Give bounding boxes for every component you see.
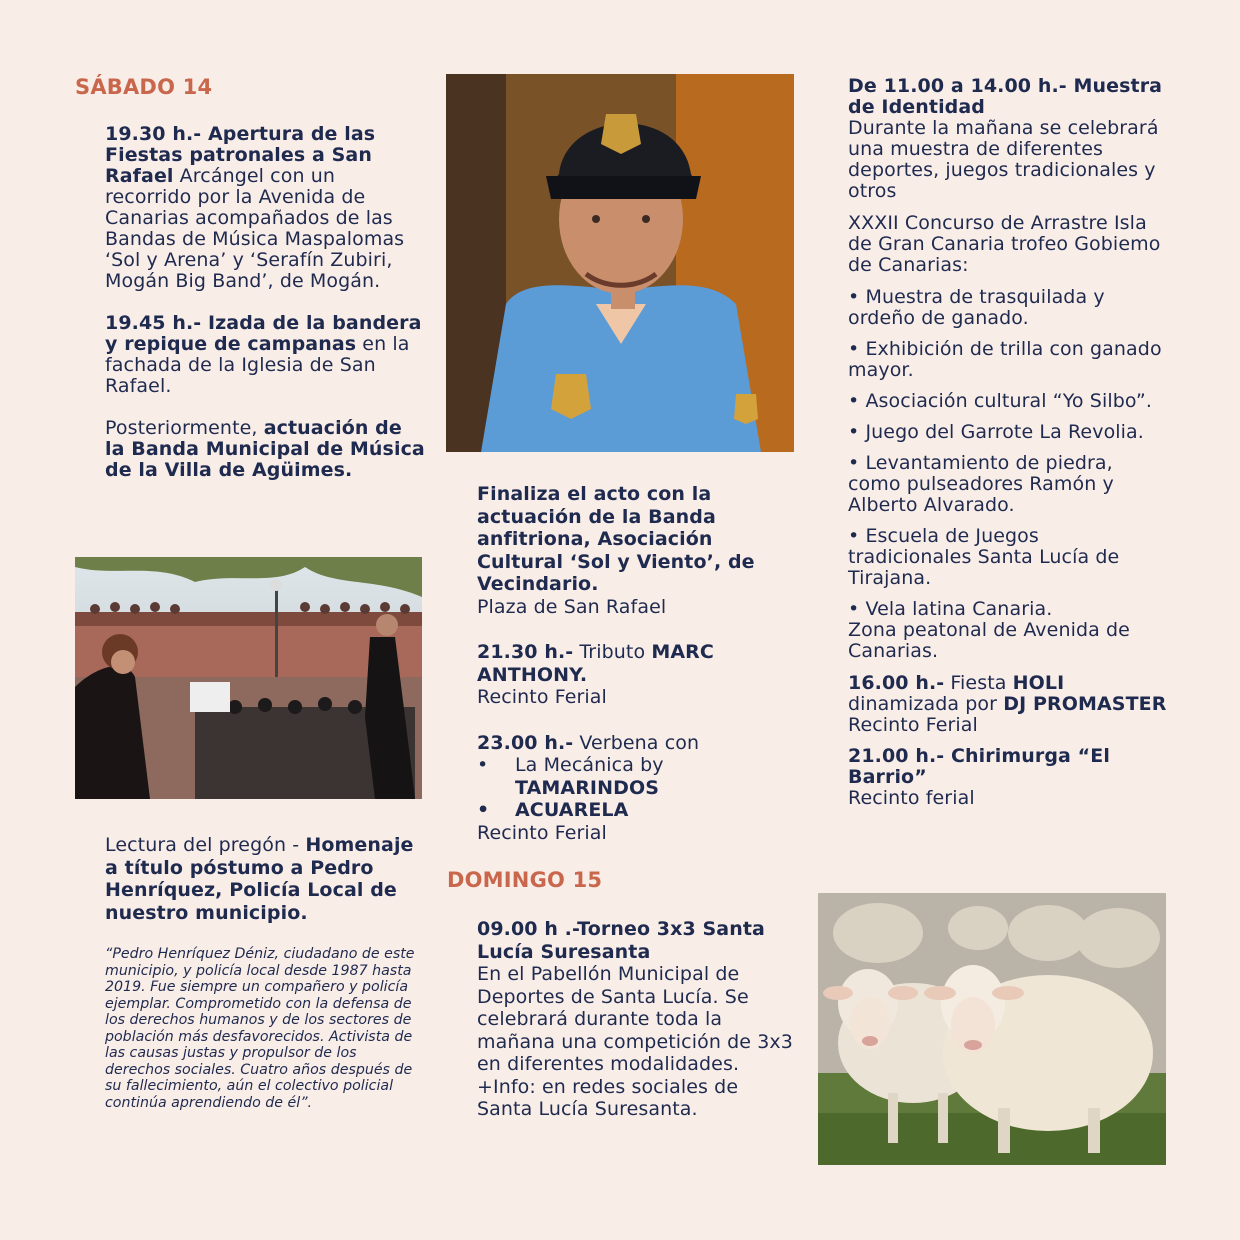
marc-place: Recinto Ferial xyxy=(477,686,607,708)
marc-text: Tributo xyxy=(573,641,652,663)
marc-item xyxy=(477,641,797,686)
activity-bullet-1: • Muestra de trasquilada y ordeño de ganado. xyxy=(848,286,1105,329)
izada-text: en la fachada de la Iglesia de San Rafael. xyxy=(105,333,410,397)
activity-bullet-4: • Juego del Garrote La Revolia. xyxy=(848,421,1144,443)
banda-bold: actuación de la Banda Municipal de Música de la Villa de Agüimes. xyxy=(105,417,425,481)
holi-place: Recinto Ferial xyxy=(848,714,978,736)
saturday-schedule xyxy=(105,124,425,481)
verbena-bullet-2-dot: • xyxy=(477,799,490,821)
holi-bold-2: DJ PROMASTER xyxy=(1003,693,1167,715)
muestra-item xyxy=(848,76,1168,118)
pregon-block xyxy=(105,834,425,924)
chirimurga-place: Recinto ferial xyxy=(848,787,975,809)
saturday-heading: SÁBADO 14 xyxy=(75,75,213,99)
verbena-text: Verbena con xyxy=(573,731,700,754)
pedro-henriquez-photo xyxy=(446,74,794,452)
verbena-place: Recinto Ferial xyxy=(477,821,607,844)
finaliza-item xyxy=(477,483,797,596)
holi-bold-1: HOLI xyxy=(1012,672,1065,694)
marc-time: 21.30 h.- xyxy=(477,641,574,663)
verbena-item xyxy=(477,732,797,755)
apertura-time-title: 19.30 h.- Apertura de las Fiestas patronales a San Rafael xyxy=(105,123,376,187)
verbena-bullet-1-bold: TAMARINDOS xyxy=(515,776,660,799)
concurso-text: XXXII Concurso de Arrastre Isla de Gran Canaria trofeo Gobiemo de Canarias: xyxy=(848,212,1161,276)
finaliza-place: Plaza de San Rafael xyxy=(477,595,667,618)
verbena-bullet-2 xyxy=(477,799,797,822)
muestra-time-title: De 11.00 a 14.00 h.- Muestra de Identidad xyxy=(848,75,1163,118)
activity-bullet-3: • Asociación cultural “Yo Silbo”. xyxy=(848,390,1152,412)
torneo-info: +Info: en redes sociales de Santa Lucía Suresanta. xyxy=(477,1075,739,1120)
holi-text-2: dinamizada por xyxy=(848,693,1004,715)
apertura-text: Arcángel con un recorrido por la Avenida de Canarias acompañados de las Bandas de Música Maspalomas ‘Sol y Arena’ y ‘Serafín Zubiri, Mogán Big Band’, de Mogán. xyxy=(105,165,405,292)
izada-item xyxy=(105,313,425,397)
banda-text: Posteriormente, xyxy=(105,417,264,439)
verbena-bullet-1 xyxy=(477,754,797,799)
izada-time-title: 19.45 h.- Izada de la bandera y repique de campanas xyxy=(105,312,422,355)
zona-text: Zona peatonal de Avenida de Canarias. xyxy=(848,619,1130,662)
band-concert-photo xyxy=(75,557,422,799)
right-schedule xyxy=(848,76,1168,809)
torneo-text: En el Pabellón Municipal de Deportes de Santa Lucía. Se celebrará durante toda la mañana una competición de 3x3 en diferentes modalidades. xyxy=(477,963,793,1075)
activity-bullet-6: • Escuela de Juegos tradicionales Santa Lucía de Tirajana. xyxy=(848,525,1120,589)
activity-bullet-7: • Vela latina Canaria. xyxy=(848,598,1053,620)
activity-bullet-5: • Levantamiento de piedra, como pulseadores Ramón y Alberto Alvarado. xyxy=(848,452,1114,516)
verbena-bullet-1-dot: • xyxy=(477,754,489,776)
finaliza-bold: Finaliza el acto con la actuación de la Banda anfitriona, Asociación Cultural ‘Sol y Viento’, de Vecindario. xyxy=(477,483,755,595)
sunday-heading: DOMINGO 15 xyxy=(447,868,603,892)
pregon-text: Lectura del pregón - xyxy=(105,834,306,856)
sheep-photo xyxy=(818,893,1166,1165)
apertura-item xyxy=(105,124,425,292)
tribute-quote: “Pedro Henríquez Déniz, ciudadano de este municipio, y policía local desde 1987 hasta 2019. Fue siempre un compañero y policía ejemplar. Comprometido con la defensa de los derechos humanos y de los sectores de población más desfavorecidos. Activista de las causas justas y propulsor de los derechos sociales. Cuatro años después de su fallecimiento, aún el colectivo policial continúa aprendiendo de él”. xyxy=(105,946,415,1111)
holi-time: 16.00 h.- xyxy=(848,672,945,694)
holi-item xyxy=(848,673,1168,715)
marc-bold: MARC ANTHONY. xyxy=(477,641,714,686)
chirimurga-time-title: 21.00 h.- Chirimurga “El Barrio” xyxy=(848,745,1110,788)
holi-text-1: Fiesta xyxy=(944,672,1013,694)
chirimurga-item xyxy=(848,746,1168,788)
verbena-bullet-1-text: La Mecánica by xyxy=(515,754,664,776)
torneo-block xyxy=(477,918,797,1121)
banda-item xyxy=(105,418,425,481)
middle-schedule xyxy=(477,483,797,844)
pregon-bold: Homenaje a título póstumo a Pedro Henríquez, Policía Local de nuestro municipio. xyxy=(105,834,414,924)
activity-bullet-2: • Exhibición de trilla con ganado mayor. xyxy=(848,338,1162,381)
verbena-bullet-2-bold: ACUARELA xyxy=(515,799,629,821)
torneo-time-title: 09.00 h .-Torneo 3x3 Santa Lucía Suresanta xyxy=(477,918,765,963)
verbena-time: 23.00 h.- xyxy=(477,731,574,754)
muestra-text: Durante la mañana se celebrará una muestra de diferentes deportes, juegos tradicionales y otros xyxy=(848,117,1159,202)
